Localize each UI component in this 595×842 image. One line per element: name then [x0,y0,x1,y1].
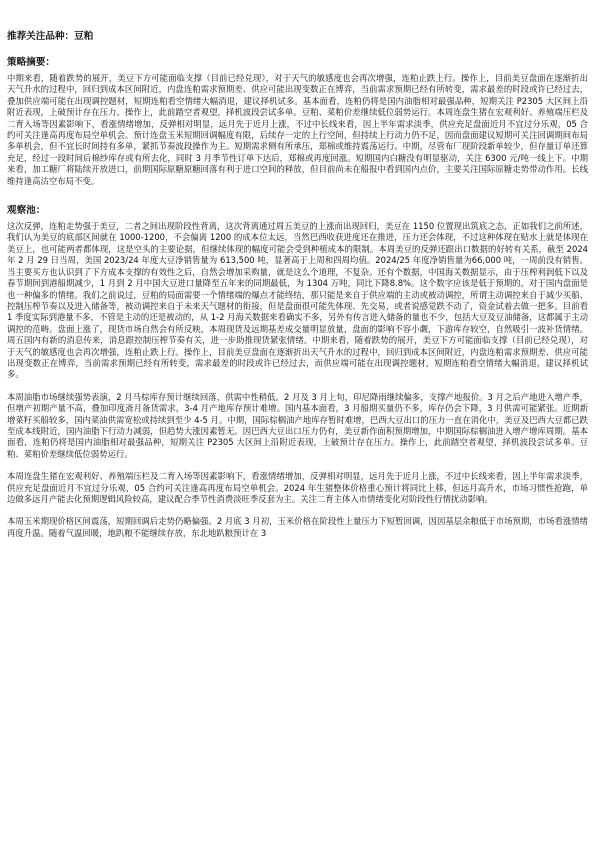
watch-paragraph-soymeal: 这次反弹，连粕走势强于美豆，二者之间出现阶段性背离，这次背离通过周五美豆的上涨而出现回归，美豆在 1150 位置现出筑底之态，正如我们之前所述，我们认为美豆的底部区间就在 1000-1200，不会偏离 1200 的成本位太远，当然巴西收获进度还在推进，压力还会体现，不过这种体现在贴水上就是体现在美豆上，也可能两者都体现，这是空头的主要论据，但继续体现的幅度可能会受到种植成本的限制。本周美豆的反弹还跟出口数据的好转有关系，截至 2024 年 2 月 29 日当周，美国 2023/24 年度大豆净销售量为 613,500 吨，显著高于上周和四周均值。2024/25 年度净销售量为66,000 吨，一周前没有销售。当主要买方也认识到了下方成本支撑的有效性之后，自然会增加采购量，就是这么个道理，不复杂。还有个数据，中国海关数据显示，由于压榨利润低下以及春节期间到港船期减少，1 月到 2 月中国大豆进口量降至五年来的同期最低，为 1304 万吨，同比下降8.8%。这个数字应该是低于预期的，对于国内盘面是也一种偏多的情绪。我们之前说过，豆粕的局面需要一个情绪端的爆点才能终结，那只能是来自于供应端的主动或被动调控，所谓主动调控来自于减少买船、控制压榨节奏以及进入储备等，被动调控来自于未来天气题材的衔接，但是盘面很可能先体现、先交易，或者说感觉跌不动了，资金试着去做一把多。目前看 1 季度实际到港量不多，不管是主动的还是被动的，从 1-2 月海关数据来看确实不多，另外有传言进入储备的量也不少，包括大豆及豆油储备，这都属于主动调控的范畴。盘面上涨了，现货市场自然会有所反映，本周现货及远期基差成交量明显放量，盘面的影响不容小觑，下游库存较空，自然吸引一波补货情绪。周五国内有新的消息传来，消息跟控制压榨节奏有关，进一步助推现货紧张情绪。中期来看，随着跌势的展开，美豆下方可能面临支撑（目前已经兑现），对于天气的敏感度也会再次增强，连粕止跌上行。操作上，目前美豆盘面在逐渐折出天气升水的过程中，回归到成本区间附近，内盘连粕需求预期差、供应可能出现变数正在博弈，当前需求预期已经有所转变，需求最差的时段或许已经过去，而供应端可能在出现调控题材，短期连粕看空情绪大幅消退，建议择机试多。 [7,221,588,380]
watch-paragraph-hogs: 本周连盘生猪在宏观利好、养殖端压栏及二育入场等因素影响下，看涨情绪增加，反弹相对明显，远月先于近月上涨，不过中长线来看，因上半年需求淡季，供应充足盘面近月不宜过分乐观，05 合约可关注逢高再度布局空单机会。2024 年生猪整体价格重心预计将同比上移，但远月高升水，市场习惯性抢跑，单边做多远月产能去化预期逻辑风险较高，建议配合季节性消费淡旺季反套为主。关注二育主体入市情绪变化对阶段性行情扰动影响。 [7,471,588,504]
strategy-summary-heading: 策略摘要： [7,57,55,68]
recommended-variety-title: 推荐关注品种：豆粕 [7,31,94,42]
watch-paragraph-corn: 本周玉米期现价格区间震荡，短期回调后走势仍略偏强。2 月底 3 月初，玉米价格在阶段性上量压力下短暂回调，因因基层余粮低于市场预期，市场看涨情绪再度升温。随着气温回暖，地趴粮不能继续存放，东北地趴粮预计在 3 [7,516,588,538]
watch-pool-heading: 观察池： [7,205,46,217]
watch-paragraph-oils: 本周油脂市场继续强势表演，2 月马棕库存预计继续回落，供需中性稍低。2 月及 3 月上旬，印尼降雨继续偏多，支撑产地报价。3 月之后产地进入增产季，但增产初期产量不高，叠加印度斋月备货需求，3-4 月产地库存预计难增。国内基本面看，3 月船期买量仍不多，库存仍会下降，3 月供需可能紧张。近期新增菜籽买船较多，国内菜油供需宽松或持续到至少 4-5 月。中期，国际棕榈油产地库存暂时难增，巴西大豆出口的压力一直在消化中，美豆及巴西大豆都已跌至成本线附近，国内油脂下行动力减弱，但趋势大涨因素暂无。因巴西大豆出口压力仍有，美豆新作面积预期增加，中期国际棕榈油进入增产增库周期。基本面看，连粕仍将是国内油脂相对最强品种，短期关注 P2305 大区间上沿附近表现，上破预计存在压力。操作上，此前踏空者观望，择机波段尝试多单。豆粕、菜粕价差继续低位弱势运行。 [7,391,588,459]
strategy-summary-paragraph: 中期来看，随着跌势的展开，美豆下方可能面临支撑（目前已经兑现），对于天气的敏感度也会再次增强，连粕止跌上行。操作上，目前美豆盘面在逐渐折出天气升水的过程中，回归到成本区间附近，内盘连粕需求预期差、供应可能出现变数正在博弈，当前需求预期已经有所转变，需求最差的时段或许已经过去，叠加供应端可能在出现调控题材，短期连粕看空情绪大幅消退，建议择机试多。基本面看，连粕仍将是国内油脂相对最强品种，短期关注 P2305 大区间上沿附近表现，上破预计存在压力。操作上，此前踏空者观望，择机波段尝试多单。豆粕、菜粕价差继续低位弱势运行。本周连盘生猪在宏观利好、养殖端压栏及二育入场等因素影响下，看涨情绪增加，反弹相对明显，远月先于近月上涨，不过中长线来看，因上半年需求淡季，供应充足盘面近月不宜过分乐观，05 合约可关注逢高再度布局空单机会。预计连盘玉米短期回调幅度有限，后续存一定的上行空间，但持续上行动力仍不足，因而盘面建议短期可关注回调期间布局多单机会，但不宜长时间持有多单，紧抓节奏波段操作为主。短期需求侧有所承压，郑棉或维持震荡运行。中期，尽管布厂现阶段新单较少，但存量订单还算充足，经过一段时间后棉纱库存或有所去化，同时 3 月季节性订单下达后，郑棉或再度回涨。短期国内白糖没有明显驱动，关注 6300 元/吨一线上下。中期来看，加工糖厂将陆续开放进口，前期国际原糖原糖回落有利于进口空间的释放，但目前尚未在船报中看到国内点价，主要关注国际原糖走势带动作用。长线维持逢高沽空布局不变。 [7,73,588,186]
